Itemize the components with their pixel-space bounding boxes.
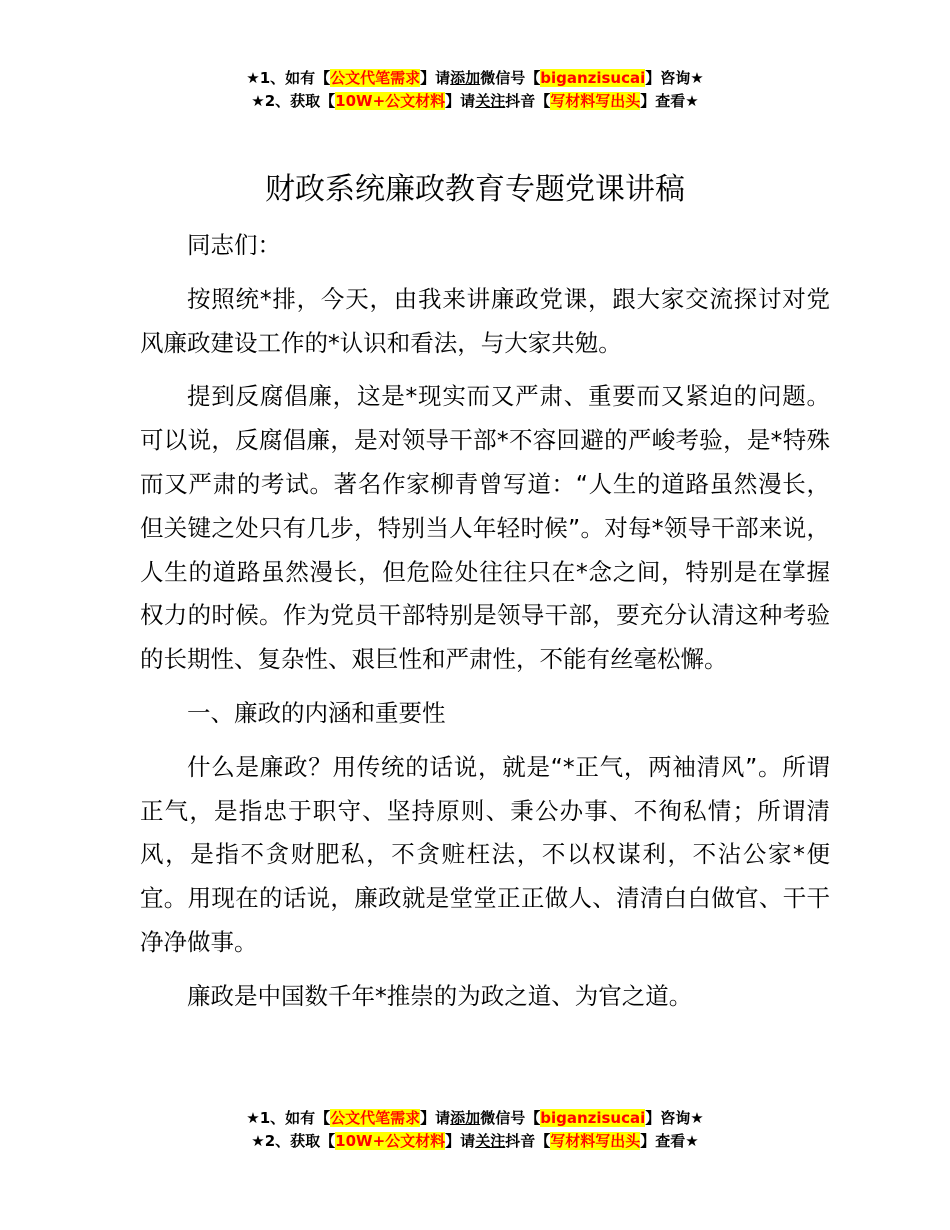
promo-text: 】查看 bbox=[640, 92, 686, 110]
star-icon: ★ bbox=[685, 92, 699, 110]
promo-text: 】请 bbox=[420, 1109, 451, 1127]
promo-underlined: 关注 bbox=[475, 1132, 506, 1150]
paragraph: 廉政是中国数千年*推崇的为政之道、为官之道。 bbox=[187, 981, 693, 1010]
paragraph: 提到反腐倡廉，这是*现实而又严肃、重要而又紧迫的问题。可以说，反腐倡廉，是对领导干部*不容回避的严峻考验，是*特殊而又严肃的考试。著名作家柳青曾写道：“人生的道路虽然漫长，但关键之处只有几步，特别当人年轻时候”。对每*领导干部来说，人生的道路虽然漫长，但危险处往往只在*念之间，特别是在掌握权力的时候。作为党员干部特别是领导干部，要充分认清这种考验的长期性、复杂性、艰巨性和严肃性，不能有丝毫松懈。 bbox=[140, 382, 830, 674]
promo-text: 2、获取【 bbox=[264, 1132, 336, 1150]
promo-banner-top bbox=[0, 67, 950, 113]
promo-underlined: 关注 bbox=[475, 92, 506, 110]
promo-wechat-id: biganzisucai bbox=[540, 1109, 646, 1127]
promo-highlight: 10W+公文材料 bbox=[335, 92, 446, 110]
promo-text: 】请 bbox=[420, 69, 451, 87]
star-icon: ★ bbox=[246, 69, 260, 87]
promo-text: 1、如有【 bbox=[259, 1109, 331, 1127]
promo-text: 】查看 bbox=[640, 1132, 686, 1150]
star-icon: ★ bbox=[246, 1109, 260, 1127]
promo-line-1 bbox=[0, 1107, 950, 1130]
promo-highlight: 10W+公文材料 bbox=[335, 1132, 446, 1150]
document-body bbox=[140, 224, 830, 1029]
promo-text: 1、如有【 bbox=[259, 69, 331, 87]
star-icon: ★ bbox=[690, 69, 704, 87]
section-heading: 一、廉政的内涵和重要性 bbox=[187, 698, 446, 727]
promo-text: 2、获取【 bbox=[264, 92, 336, 110]
star-icon: ★ bbox=[251, 92, 265, 110]
promo-banner-bottom bbox=[0, 1107, 950, 1153]
promo-text: 】请 bbox=[445, 92, 476, 110]
promo-text: 抖音【 bbox=[505, 92, 551, 110]
paragraph-greeting: 同志们： bbox=[187, 231, 281, 259]
paragraph: 什么是廉政？用传统的话说，就是“*正气，两袖清风”。所谓正气，是指忠于职守、坚持原则、秉公办事、不徇私情；所谓清风，是指不贪财肥私，不贪赃枉法，不以权谋利，不沾公家*便宜。用现在的话说，廉政就是堂堂正正做人、清清白白做官、干干净净做事。 bbox=[140, 752, 830, 956]
promo-douyin-account: 写材料写出头 bbox=[550, 1132, 641, 1150]
promo-text: 微信号【 bbox=[480, 1109, 541, 1127]
star-icon: ★ bbox=[251, 1132, 265, 1150]
promo-underlined: 添加 bbox=[450, 1109, 481, 1127]
document-title: 财政系统廉政教育专题党课讲稿 bbox=[265, 172, 685, 207]
promo-line-2 bbox=[0, 90, 950, 113]
promo-highlight: 公文代笔需求 bbox=[330, 1109, 421, 1127]
star-icon: ★ bbox=[690, 1109, 704, 1127]
promo-wechat-id: biganzisucai bbox=[540, 69, 646, 87]
promo-text: 】请 bbox=[445, 1132, 476, 1150]
promo-text: 】咨询 bbox=[645, 69, 691, 87]
star-icon: ★ bbox=[685, 1132, 699, 1150]
paragraph: 按照统*排，今天，由我来讲廉政党课，跟大家交流探讨对党风廉政建设工作的*认识和看法，与大家共勉。 bbox=[140, 284, 830, 357]
promo-line-1 bbox=[0, 67, 950, 90]
promo-highlight: 公文代笔需求 bbox=[330, 69, 421, 87]
promo-text: 微信号【 bbox=[480, 69, 541, 87]
promo-underlined: 添加 bbox=[450, 69, 481, 87]
promo-text: 】咨询 bbox=[645, 1109, 691, 1127]
promo-line-2 bbox=[0, 1130, 950, 1153]
promo-text: 抖音【 bbox=[505, 1132, 551, 1150]
promo-douyin-account: 写材料写出头 bbox=[550, 92, 641, 110]
